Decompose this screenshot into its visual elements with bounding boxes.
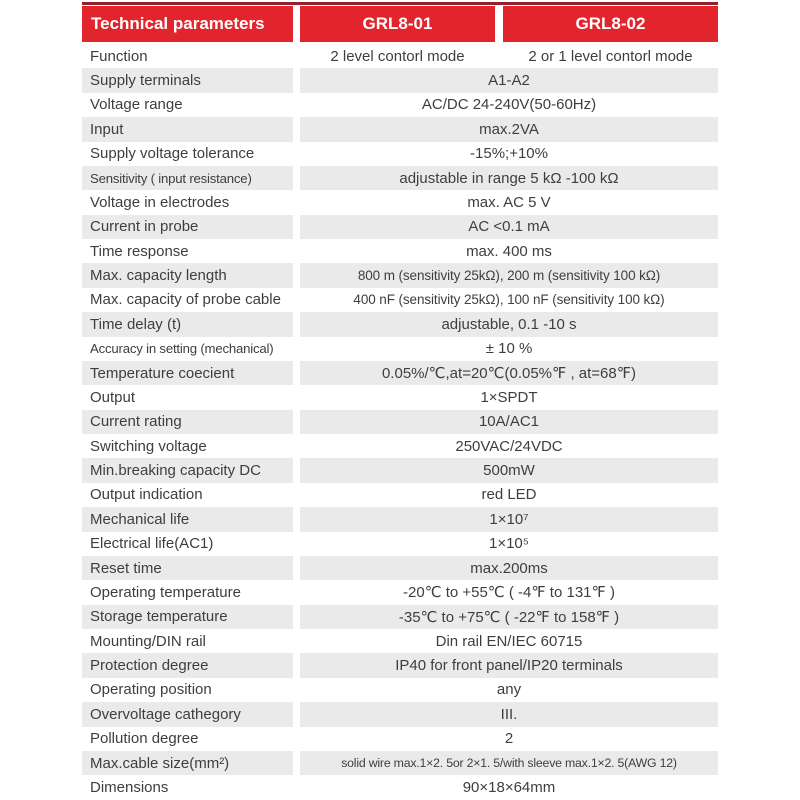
table-row: [82, 556, 718, 580]
row-value: -35℃ to +75℃ ( -22℉ to 158℉ ): [300, 605, 718, 629]
table-row: [82, 142, 718, 166]
table-row: [82, 93, 718, 117]
table-row: [82, 410, 718, 434]
row-value: max. AC 5 V: [467, 193, 551, 211]
row-label: Temperature coecient: [82, 361, 293, 385]
row-value: 500mW: [300, 458, 718, 482]
row-value: max.200ms: [300, 556, 718, 580]
table-row: [82, 532, 718, 556]
row-value: solid wire max.1×2. 5or 2×1. 5/with sleeve max.1×2. 5(AWG 12): [300, 751, 718, 775]
row-label: Current rating: [82, 410, 293, 434]
table-row: [82, 507, 718, 531]
row-value: ± 10 %: [485, 340, 533, 358]
row-label: Max.cable size(mm²): [82, 751, 293, 775]
table-row: [82, 580, 718, 604]
row-label: Overvoltage cathegory: [82, 702, 293, 726]
row-label: Time response: [90, 242, 189, 260]
header-technical-parameters: Technical parameters: [82, 6, 293, 42]
row-value: 2: [504, 730, 514, 748]
row-label: Max. capacity of probe cable: [90, 291, 281, 309]
row-value: IP40 for front panel/IP20 terminals: [300, 653, 718, 677]
header-grl8-02: GRL8-02: [503, 6, 718, 42]
table-row: [82, 68, 718, 92]
table-row: [82, 458, 718, 482]
table-row: [82, 361, 718, 385]
row-value: 0.05%/℃,at=20℃(0.05%℉ , at=68℉): [300, 361, 718, 385]
row-value: 10A/AC1: [300, 410, 718, 434]
row-label: Time delay (t): [82, 312, 293, 336]
table-row: [82, 678, 718, 702]
row-label: Storage temperature: [82, 605, 293, 629]
table-row: [82, 702, 718, 726]
row-label: Supply voltage tolerance: [90, 145, 255, 163]
row-label: Dimensions: [90, 778, 169, 796]
row-label: Voltage range: [90, 96, 183, 114]
table-row: [82, 727, 718, 751]
row-value-col1: 2 level contorl mode: [330, 47, 465, 65]
table-header: [82, 6, 718, 42]
row-value: 250VAC/24VDC: [455, 437, 563, 455]
row-value: 1×SPDT: [480, 388, 538, 406]
row-label: Protection degree: [82, 653, 293, 677]
table-row: [82, 653, 718, 677]
row-value: AC/DC 24-240V(50-60Hz): [421, 96, 597, 114]
row-label: Max. capacity length: [82, 263, 293, 287]
top-accent-line: [82, 2, 718, 5]
row-label: Electrical life(AC1): [90, 535, 214, 553]
table-row: [82, 263, 718, 287]
row-value: 1×10⁵: [488, 535, 529, 553]
row-label: Accuracy in setting (mechanical): [90, 341, 274, 357]
table-row: [82, 775, 718, 799]
row-value: 400 nF (sensitivity 25kΩ), 100 nF (sensitivity 100 kΩ): [353, 292, 665, 308]
table-row: [82, 117, 718, 141]
table-row: [82, 337, 718, 361]
row-value: max. 400 ms: [466, 242, 552, 260]
table-body: [82, 44, 718, 800]
row-label: Output: [90, 388, 136, 406]
table-row: [82, 190, 718, 214]
row-value: adjustable in range 5 kΩ -100 kΩ: [300, 166, 718, 190]
table-row: [82, 434, 718, 458]
row-value: 1×10⁷: [300, 507, 718, 531]
row-label: Voltage in electrodes: [90, 193, 230, 211]
table-row: [82, 239, 718, 263]
header-grl8-01: GRL8-01: [300, 6, 495, 42]
table-row: [82, 312, 718, 336]
row-value: AC <0.1 mA: [300, 215, 718, 239]
row-label: Sensitivity ( input resistance): [82, 166, 293, 190]
row-value: max.2VA: [300, 117, 718, 141]
row-value: adjustable, 0.1 -10 s: [300, 312, 718, 336]
row-label: Supply terminals: [82, 68, 293, 92]
row-value: 90×18×64mm: [462, 778, 556, 796]
row-value: A1-A2: [300, 68, 718, 92]
row-value: 800 m (sensitivity 25kΩ), 200 m (sensitivity 100 kΩ): [300, 263, 718, 287]
table-row: [82, 385, 718, 409]
table-row: [82, 751, 718, 775]
table-row: [82, 215, 718, 239]
row-label: Operating temperature: [90, 583, 241, 601]
table-row: [82, 44, 718, 68]
row-value: red LED: [481, 486, 537, 504]
table-row: [82, 166, 718, 190]
row-value-col2: 2 or 1 level contorl mode: [528, 47, 693, 65]
row-value: Din rail EN/IEC 60715: [435, 632, 583, 650]
table-row: [82, 288, 718, 312]
row-label: Output indication: [90, 486, 203, 504]
table-row: [82, 483, 718, 507]
row-label: Mechanical life: [82, 507, 293, 531]
row-label: Switching voltage: [90, 437, 207, 455]
row-label: Pollution degree: [90, 730, 199, 748]
row-label: Function: [90, 47, 148, 65]
table-row: [82, 629, 718, 653]
row-label: Input: [82, 117, 293, 141]
row-label: Reset time: [82, 556, 293, 580]
row-label: Current in probe: [82, 215, 293, 239]
row-split-values: [300, 44, 718, 68]
row-label: Operating position: [90, 681, 212, 699]
row-value: -15%;+10%: [470, 145, 548, 163]
row-label: Min.breaking capacity DC: [82, 458, 293, 482]
table-row: [82, 605, 718, 629]
row-value: -20℃ to +55℃ ( -4℉ to 131℉ ): [403, 584, 615, 602]
row-value: III.: [300, 702, 718, 726]
row-label: Mounting/DIN rail: [90, 632, 206, 650]
row-value: any: [496, 681, 522, 699]
